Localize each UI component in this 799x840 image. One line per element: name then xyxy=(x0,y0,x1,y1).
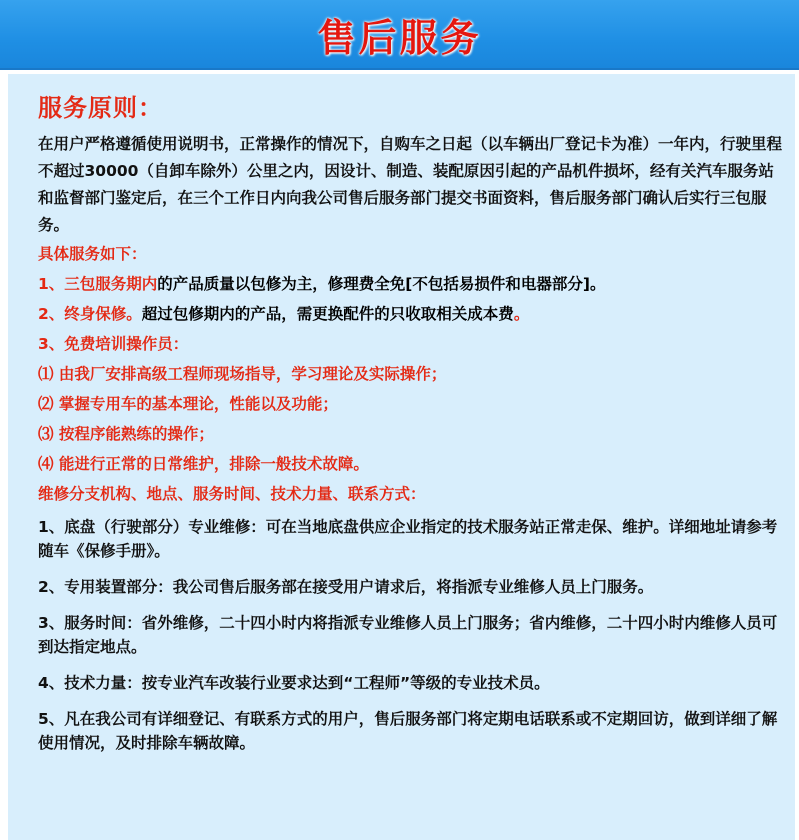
training-item: ⑷ 能进行正常的日常维护，排除一般技术故障。 xyxy=(38,455,369,473)
training-item: ⑴ 由我厂安排高级工程师现场指导，学习理论及实际操作； xyxy=(38,365,447,383)
maintenance-item: 1、底盘（行驶部分）专业维修：可在当地底盘供应企业指定的技术服务站正常走保、维护。详细地址请参考随车《保修手册》。 xyxy=(38,518,778,560)
service-item-2-text: 超过包修期内的产品，需更换配件的只收取相关成本费 xyxy=(141,305,514,323)
content-panel xyxy=(8,74,795,840)
service-item-2-prefix: 2、终身保修。 xyxy=(38,305,142,323)
principles-body: 在用户严格遵循使用说明书，正常操作的情况下，自购车之日起（以车辆出厂登记卡为准）一年内，行驶里程不超过30000（自卸车除外）公里之内，因设计、制造、装配原因引起的产品机件损坏，经有关汽车服务站和监督部门鉴定后，在三个工作日内向我公司售后服务部门提交书面资料，售后服务部门确认后实行三包服务。 xyxy=(38,135,783,234)
maintenance-title: 维修分支机构、地点、服务时间、技术力量、联系方式： xyxy=(38,485,426,503)
services-title: 具体服务如下： xyxy=(38,245,147,263)
maintenance-item: 5、凡在我公司有详细登记、有联系方式的用户，售后服务部门将定期电话联系或不定期回访，做到详细了解使用情况，及时排除车辆故障。 xyxy=(38,710,778,752)
page-title: 售后服务 xyxy=(317,15,482,60)
maintenance-item: 3、服务时间：省外维修，二十四小时内将指派专业维修人员上门服务；省内维修，二十四小时内维修人员可到达指定地点。 xyxy=(38,614,778,656)
service-item-2-suffix: 。 xyxy=(513,305,530,323)
principles-title: 服务原则： xyxy=(38,94,163,122)
training-item: ⑶ 按程序能熟练的操作； xyxy=(38,425,214,443)
header-banner xyxy=(0,0,799,70)
maintenance-item: 4、技术力量：按专业汽车改装行业要求达到“工程师”等级的专业技术员。 xyxy=(38,674,550,692)
service-item-1-text: 的产品质量以包修为主，修理费全免[不包括易损件和电器部分]。 xyxy=(157,275,606,293)
service-item-2 xyxy=(38,299,785,329)
service-item-3-title: 3、免费培训操作员： xyxy=(38,335,189,353)
maintenance-item: 2、专用装置部分：我公司售后服务部在接受用户请求后，将指派专业维修人员上门服务。 xyxy=(38,578,654,596)
service-item-1 xyxy=(38,269,785,299)
service-item-1-prefix: 1、三包服务期内 xyxy=(38,275,158,293)
training-item: ⑵ 掌握专用车的基本理论，性能以及功能； xyxy=(38,395,338,413)
